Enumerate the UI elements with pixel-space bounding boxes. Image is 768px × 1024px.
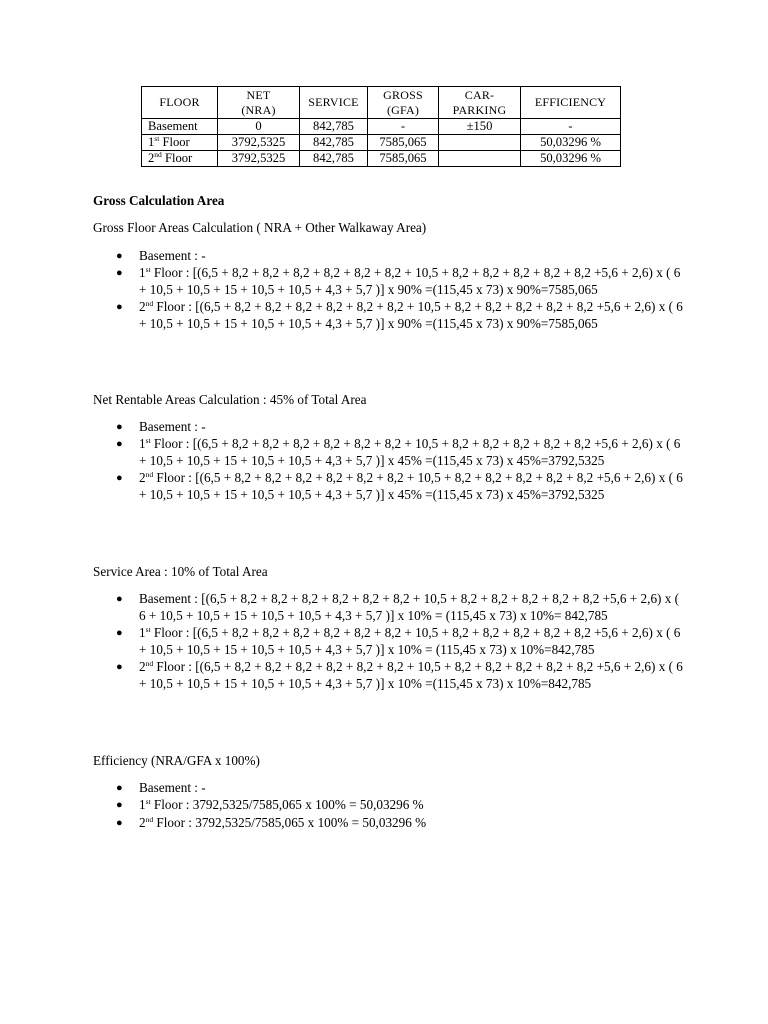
efficiency-list xyxy=(93,780,683,832)
item-lead: 2 xyxy=(139,299,146,315)
item-text: Floor : 3792,5325/7585,065 x 100% = 50,03296 % xyxy=(153,814,427,830)
cell-floor-num: 2 xyxy=(148,151,155,165)
cell-parking xyxy=(439,135,521,151)
item-lead: 2 xyxy=(139,470,146,486)
list-item xyxy=(93,248,683,265)
list-item xyxy=(93,265,683,299)
header-parking-label: CAR- xyxy=(464,87,495,102)
bullet-icon: ● xyxy=(116,421,123,433)
header-service-label: SERVICE xyxy=(308,95,359,109)
ordinal-suffix: st xyxy=(145,265,151,275)
cell-floor xyxy=(142,119,218,135)
bullet-icon: ● xyxy=(116,438,123,451)
item-text: Floor : [(6,5 + 8,2 + 8,2 + 8,2 + 8,2 + 8,2 + 8,2 + 10,5 + 8,2 + 8,2 + 8,2 + 8,2 + 8,2 +5,6 + 2,6) x ( 6 + 10,5 + 10,5 + 15 + 10,5 + 10,5 + 4,3 + 5,7 )] x 90% =(115,45 x 73) x 90%=7585,065 xyxy=(139,265,681,298)
item-lead: Basement : [(6,5 + 8,2 + 8,2 + 8,2 + 8,2 + 8,2 + 8,2 + 10,5 + 8,2 + 8,2 + 8,2 + 8,2 + 8,2 +5,6 + 2,6) x ( 6 + 10,5 + 10,5 + 15 + 10,5 + 10,5 + 4,3 + 5,7 )] x 10% = (115,45 x 73) x 10%= 842,785 xyxy=(139,591,680,623)
ordinal-suffix: nd xyxy=(145,299,154,309)
bullet-icon: ● xyxy=(116,593,123,605)
cell-service: 842,785 xyxy=(300,151,368,167)
table-row xyxy=(142,135,621,151)
bullet-icon: ● xyxy=(116,661,123,674)
cell-service: 842,785 xyxy=(300,135,368,151)
header-service xyxy=(300,87,368,119)
list-item xyxy=(93,625,683,659)
gross-heading: Gross Calculation Area xyxy=(93,193,225,208)
ordinal-suffix: nd xyxy=(145,470,154,480)
bullet-icon: ● xyxy=(116,782,123,794)
header-floor-label: FLOOR xyxy=(159,95,200,109)
cell-floor xyxy=(142,151,218,167)
cell-floor-word: Floor xyxy=(161,151,193,165)
item-text: Floor : [(6,5 + 8,2 + 8,2 + 8,2 + 8,2 + 8,2 + 8,2 + 10,5 + 8,2 + 8,2 + 8,2 + 8,2 + 8,2 +5,6 + 2,6) x ( 6 + 10,5 + 10,5 + 15 + 10,5 + 10,5 + 4,3 + 5,7 )] x 45% =(115,45 x 73) x 45%=3792,5325 xyxy=(139,470,683,503)
item-lead: 1 xyxy=(139,797,146,813)
header-net xyxy=(218,87,300,119)
item-text: Floor : [(6,5 + 8,2 + 8,2 + 8,2 + 8,2 + 8,2 + 8,2 + 10,5 + 8,2 + 8,2 + 8,2 + 8,2 + 8,2 +5,6 + 2,6) x ( 6 + 10,5 + 10,5 + 15 + 10,5 + 10,5 + 4,3 + 5,7 )] x 90% =(115,45 x 73) x 90%=7585,065 xyxy=(139,299,683,332)
cell-floor-text: Basement xyxy=(148,119,198,133)
ordinal-suffix: nd xyxy=(145,659,154,669)
item-text: Floor : [(6,5 + 8,2 + 8,2 + 8,2 + 8,2 + 8,2 + 8,2 + 10,5 + 8,2 + 8,2 + 8,2 + 8,2 + 8,2 +5,6 + 2,6) x ( 6 + 10,5 + 10,5 + 15 + 10,5 + 10,5 + 4,3 + 5,7 )] x 10% = (115,45 x 73) x 10%=842,785 xyxy=(139,625,681,657)
cell-gross: 7585,065 xyxy=(368,151,439,167)
bullet-icon: ● xyxy=(116,301,123,314)
item-text: Floor : [(6,5 + 8,2 + 8,2 + 8,2 + 8,2 + 8,2 + 8,2 + 10,5 + 8,2 + 8,2 + 8,2 + 8,2 + 8,2 +5,6 + 2,6) x ( 6 + 10,5 + 10,5 + 15 + 10,5 + 10,5 + 4,3 + 5,7 )] x 10% =(115,45 x 73) x 10%=842,785 xyxy=(139,659,683,691)
bullet-icon: ● xyxy=(116,250,123,262)
item-lead: Basement : - xyxy=(139,419,206,434)
header-parking xyxy=(439,87,521,119)
cell-efficiency: 50,03296 % xyxy=(521,151,621,167)
item-lead: 1 xyxy=(139,436,146,452)
cell-floor-suffix: nd xyxy=(154,150,162,159)
header-parking-sub: PARKING xyxy=(452,102,507,117)
net-intro: Net Rentable Areas Calculation : 45% of Total Area xyxy=(93,392,367,407)
area-summary-table xyxy=(141,86,621,167)
service-list xyxy=(93,591,683,693)
cell-gross: 7585,065 xyxy=(368,135,439,151)
cell-net: 0 xyxy=(218,119,300,135)
list-item xyxy=(93,659,683,693)
cell-floor-word: Floor xyxy=(159,135,190,149)
item-lead: Basement : - xyxy=(139,780,206,795)
table-header-row xyxy=(142,87,621,119)
header-efficiency-label: EFFICIENCY xyxy=(534,95,607,109)
header-gross xyxy=(368,87,439,119)
table-row xyxy=(142,151,621,167)
cell-net: 3792,5325 xyxy=(218,151,300,167)
list-item xyxy=(93,470,683,504)
ordinal-suffix: st xyxy=(145,797,151,807)
list-item xyxy=(93,299,683,333)
gross-intro: Gross Floor Areas Calculation ( NRA + Other Walkaway Area) xyxy=(93,220,427,235)
cell-efficiency: - xyxy=(521,119,621,135)
service-intro: Service Area : 10% of Total Area xyxy=(93,564,268,579)
cell-parking xyxy=(439,151,521,167)
header-gross-sub: (GFA) xyxy=(386,102,420,117)
item-lead: 1 xyxy=(139,265,146,281)
cell-floor-suffix: st xyxy=(154,134,160,143)
header-net-label: NET xyxy=(246,87,271,102)
cell-service: 842,785 xyxy=(300,119,368,135)
list-item xyxy=(93,436,683,470)
cell-parking: ±150 xyxy=(439,119,521,135)
list-item xyxy=(93,797,683,814)
gross-list xyxy=(93,248,683,333)
list-item xyxy=(93,419,683,436)
bullet-icon: ● xyxy=(116,627,123,640)
bullet-icon: ● xyxy=(116,799,123,812)
list-item xyxy=(93,591,683,625)
list-item xyxy=(93,815,683,832)
header-efficiency xyxy=(521,87,621,119)
item-lead: 2 xyxy=(139,659,146,675)
item-lead: 1 xyxy=(139,625,146,641)
cell-floor xyxy=(142,135,218,151)
ordinal-suffix: st xyxy=(145,436,151,446)
bullet-icon: ● xyxy=(116,816,123,829)
header-floor xyxy=(142,87,218,119)
cell-gross: - xyxy=(368,119,439,135)
table-row xyxy=(142,119,621,135)
item-text: Floor : 3792,5325/7585,065 x 100% = 50,03296 % xyxy=(150,797,424,813)
cell-net: 3792,5325 xyxy=(218,135,300,151)
header-gross-label: GROSS xyxy=(383,87,423,102)
ordinal-suffix: nd xyxy=(145,814,154,824)
header-net-sub: (NRA) xyxy=(241,102,276,117)
bullet-icon: ● xyxy=(116,267,123,280)
item-text: Floor : [(6,5 + 8,2 + 8,2 + 8,2 + 8,2 + 8,2 + 8,2 + 10,5 + 8,2 + 8,2 + 8,2 + 8,2 + 8,2 +5,6 + 2,6) x ( 6 + 10,5 + 10,5 + 15 + 10,5 + 10,5 + 4,3 + 5,7 )] x 45% =(115,45 x 73) x 45%=3792,5325 xyxy=(139,436,681,469)
cell-efficiency: 50,03296 % xyxy=(521,135,621,151)
item-lead: 2 xyxy=(139,814,146,830)
item-lead: Basement : - xyxy=(139,248,206,263)
cell-floor-num: 1 xyxy=(148,135,155,149)
efficiency-intro: Efficiency (NRA/GFA x 100%) xyxy=(93,753,260,768)
ordinal-suffix: st xyxy=(145,625,151,635)
bullet-icon: ● xyxy=(116,472,123,485)
list-item xyxy=(93,780,683,797)
net-list xyxy=(93,419,683,504)
